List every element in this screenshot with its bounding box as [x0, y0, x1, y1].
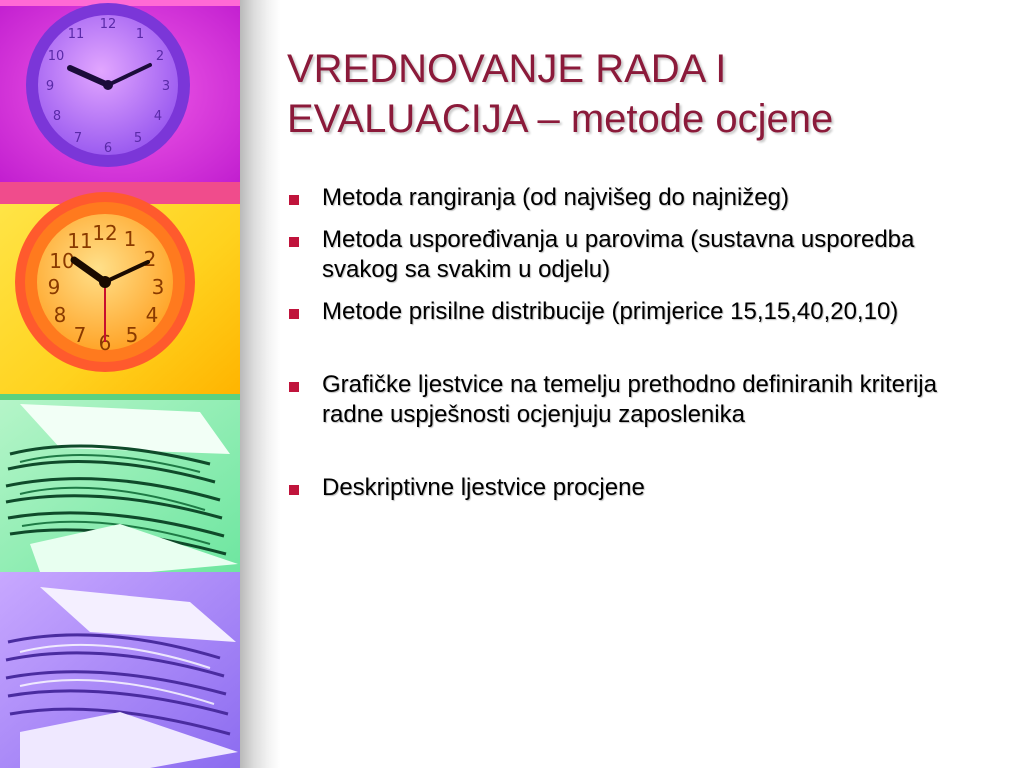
- svg-text:1: 1: [123, 227, 137, 251]
- bullet-list: [287, 183, 987, 503]
- title-line-2: EVALUACIJA – metode ocjene: [287, 97, 834, 141]
- strip-shadow: [240, 0, 280, 768]
- svg-text:10: 10: [47, 49, 65, 64]
- svg-text:11: 11: [67, 27, 85, 42]
- svg-text:7: 7: [73, 131, 83, 146]
- orange-clock-image: [0, 182, 240, 394]
- svg-text:5: 5: [133, 131, 143, 146]
- svg-text:10: 10: [49, 249, 75, 273]
- bullet-text: Metode prisilne distribucije (primjerice 15,15,40,20,10): [322, 298, 899, 325]
- svg-text:9: 9: [45, 79, 55, 94]
- svg-text:4: 4: [145, 303, 159, 327]
- bullet-item: [287, 473, 987, 503]
- svg-text:12: 12: [92, 221, 118, 245]
- svg-text:11: 11: [67, 229, 93, 253]
- bullet-text: Metoda rangiranja (od najvišeg do najnižeg): [322, 184, 789, 211]
- svg-text:5: 5: [125, 323, 139, 347]
- svg-text:6: 6: [103, 141, 113, 156]
- purple-clock-image: [0, 0, 240, 182]
- svg-text:2: 2: [143, 247, 157, 271]
- svg-text:8: 8: [53, 303, 67, 327]
- svg-text:3: 3: [151, 275, 165, 299]
- bullet-item: [287, 183, 987, 213]
- slide-title: [287, 44, 1007, 144]
- svg-text:7: 7: [73, 323, 87, 347]
- bullet-item: [287, 370, 987, 430]
- decorative-image-strip: [0, 0, 240, 768]
- svg-text:2: 2: [155, 49, 165, 64]
- violet-books-image: [0, 572, 240, 768]
- svg-text:3: 3: [161, 79, 171, 94]
- svg-text:1: 1: [135, 27, 145, 42]
- bullet-text: Metoda uspoređivanja u parovima (sustavna usporedba svakog sa svakim u odjelu): [322, 226, 915, 283]
- bullet-square-icon: [289, 195, 299, 205]
- bullet-text: Grafičke ljestvice na temelju prethodno definiranih kriterija radne uspješnosti ocjenjuju zaposlenika: [322, 371, 937, 428]
- bullet-text: Deskriptivne ljestvice procjene: [322, 474, 645, 501]
- bullet-square-icon: [289, 237, 299, 247]
- svg-text:9: 9: [47, 275, 61, 299]
- bullet-item: [287, 225, 987, 285]
- svg-text:12: 12: [99, 17, 117, 32]
- svg-text:8: 8: [52, 109, 62, 124]
- title-line-1: VREDNOVANJE RADA I: [287, 47, 727, 91]
- green-books-image: [0, 394, 240, 572]
- svg-text:4: 4: [153, 109, 163, 124]
- bullet-square-icon: [289, 485, 299, 495]
- bullet-square-icon: [289, 382, 299, 392]
- svg-text:6: 6: [98, 331, 112, 355]
- bullet-item: [287, 297, 987, 327]
- bullet-square-icon: [289, 309, 299, 319]
